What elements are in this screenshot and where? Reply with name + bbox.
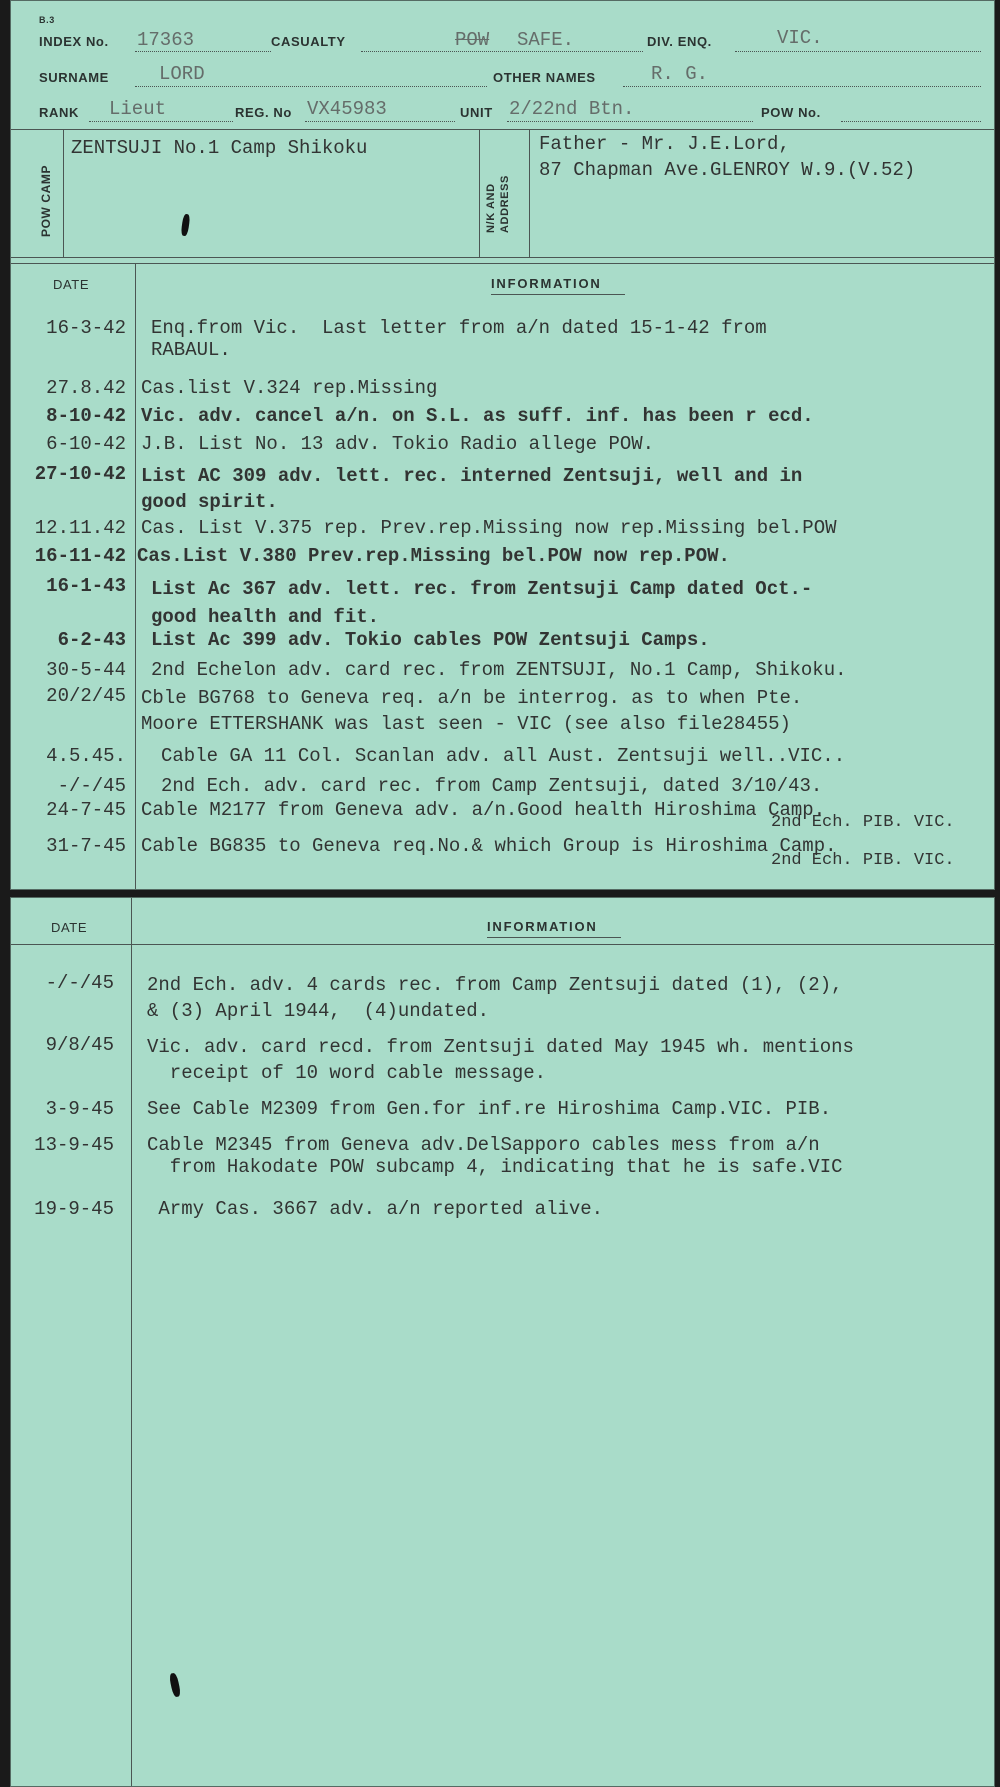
entry-text: List Ac 399 adv. Tokio cables POW Zentsuji Camps.	[151, 629, 710, 651]
rank-label: RANK	[39, 105, 79, 120]
surname-value: LORD	[159, 63, 205, 85]
entry-date: 6-2-43	[57, 629, 126, 651]
nk-label-line1: N/K AND	[485, 183, 497, 233]
entry-text: Cable M2177 from Geneva adv. a/n.Good health Hiroshima Camp.	[141, 799, 826, 821]
entry-date: 19-9-45	[34, 1198, 114, 1220]
card-back	[10, 897, 995, 1787]
surname-label: SURNAME	[39, 70, 109, 85]
nk-line1: Father - Mr. J.E.Lord,	[539, 133, 790, 155]
entry-text: Vic. adv. card recd. from Zentsuji dated May 1945 wh. mentions receipt of 10 word cable message.	[147, 1036, 854, 1084]
pow-camp-label: POW CAMP	[39, 164, 53, 237]
nk-label-line2: ADDRESS	[499, 175, 511, 233]
entry-text: 2nd Ech. PIB. VIC.	[771, 851, 955, 870]
entry-date: 27-10-42	[34, 463, 126, 485]
entry-text: Cble BG768 to Geneva req. a/n be interrog. as to when Pte. Moore ETTERSHANK was last seen - VIC (see also file28455)	[141, 687, 803, 735]
entry-date: -/-/45	[45, 972, 114, 994]
entry-text: Cas.List V.380 Prev.rep.Missing bel.POW now rep.POW.	[137, 545, 730, 567]
entry-date: 8-10-42	[46, 405, 126, 427]
entry-text: Army Cas. 3667 adv. a/n reported alive.	[147, 1198, 604, 1220]
entry-text: 2nd Ech. adv. card rec. from Camp Zentsuji, dated 3/10/43.	[161, 775, 823, 797]
entry-date: 13-9-45	[34, 1134, 114, 1156]
card-front	[10, 0, 995, 890]
date-header: DATE	[53, 277, 90, 292]
nk-line2: 87 Chapman Ave.GLENROY W.9.(V.52)	[539, 159, 916, 181]
entry-date: 27.8.42	[46, 377, 126, 399]
entry-text: See Cable M2309 from Gen.for inf.re Hiroshima Camp.VIC. PIB.	[147, 1098, 832, 1120]
entry-text: Cas. List V.375 rep. Prev.rep.Missing now rep.Missing bel.POW	[141, 517, 837, 539]
unit-value: 2/22nd Btn.	[509, 98, 635, 120]
entry-date: 12.11.42	[34, 517, 126, 539]
entry-text: Cas.list V.324 rep.Missing	[141, 377, 438, 399]
entry-date: 31-7-45	[46, 835, 126, 857]
entry-date: 16-1-43	[46, 575, 126, 597]
entry-date: 6-10-42	[46, 433, 126, 455]
entry-text: J.B. List No. 13 adv. Tokio Radio allege POW.	[141, 433, 655, 455]
entry-date: 3-9-45	[45, 1098, 114, 1120]
entry-text: Enq.from Vic. Last letter from a/n dated 15-1-42 from RABAUL.	[151, 317, 767, 361]
entry-text: List AC 309 adv. lett. rec. interned Zentsuji, well and in good spirit.	[141, 465, 803, 513]
entry-date: 20/2/45	[46, 685, 126, 707]
entry-date: 16-11-42	[34, 545, 126, 567]
pow-camp-value: ZENTSUJI No.1 Camp Shikoku	[71, 137, 368, 159]
rank-value: Lieut	[109, 98, 167, 120]
entry-text: Cable M2345 from Geneva adv.DelSapporo cables mess from a/n from Hakodate POW subcamp 4, indicating that he is safe.VIC	[147, 1134, 843, 1178]
entry-text: List Ac 367 adv. lett. rec. from Zentsuji Camp dated Oct.- good health and fit.	[151, 578, 813, 628]
reg-value: VX45983	[307, 98, 387, 120]
entry-text: 2nd Ech. adv. 4 cards rec. from Camp Zentsuji dated (1), (2), & (3) April 1944, (4)undated.	[147, 974, 843, 1022]
entry-date: 9/8/45	[45, 1034, 114, 1056]
index-label: INDEX No.	[39, 34, 109, 49]
entry-date: 16-3-42	[46, 317, 126, 339]
other-names-label: OTHER NAMES	[493, 70, 596, 85]
entry-text: 2nd Echelon adv. card rec. from ZENTSUJI, No.1 Camp, Shikoku.	[151, 659, 847, 681]
date-header: DATE	[51, 920, 88, 935]
unit-label: UNIT	[460, 105, 493, 120]
entry-date: 30-5-44	[46, 659, 126, 681]
form-code: B.3	[39, 15, 55, 25]
index-value: 17363	[137, 29, 195, 51]
pow-no-label: POW No.	[761, 105, 821, 120]
div-enq-value: VIC.	[777, 27, 823, 49]
entry-text: Cable BG835 to Geneva req.No.& which Group is Hiroshima Camp.	[141, 835, 837, 857]
info-header: INFORMATION	[491, 276, 602, 291]
reg-label: REG. No	[235, 105, 292, 120]
entry-text: 2nd Ech. PIB. VIC.	[771, 813, 955, 832]
entry-text: Vic. adv. cancel a/n. on S.L. as suff. inf. has been r ecd.	[141, 405, 814, 427]
ink-mark	[169, 1672, 182, 1697]
div-enq-label: DIV. ENQ.	[647, 34, 712, 49]
other-names-value: R. G.	[651, 63, 709, 85]
casualty-value: SAFE.	[517, 29, 575, 51]
ink-mark	[181, 214, 191, 237]
casualty-label: CASUALTY	[271, 34, 346, 49]
entry-date: 4.5.45.	[46, 745, 126, 767]
entry-text: Cable GA 11 Col. Scanlan adv. all Aust. Zentsuji well..VIC..	[161, 745, 846, 767]
entry-date: 24-7-45	[46, 799, 126, 821]
info-header: INFORMATION	[487, 919, 598, 934]
casualty-struck: POW	[455, 29, 490, 51]
entry-date: -/-/45	[57, 775, 126, 797]
